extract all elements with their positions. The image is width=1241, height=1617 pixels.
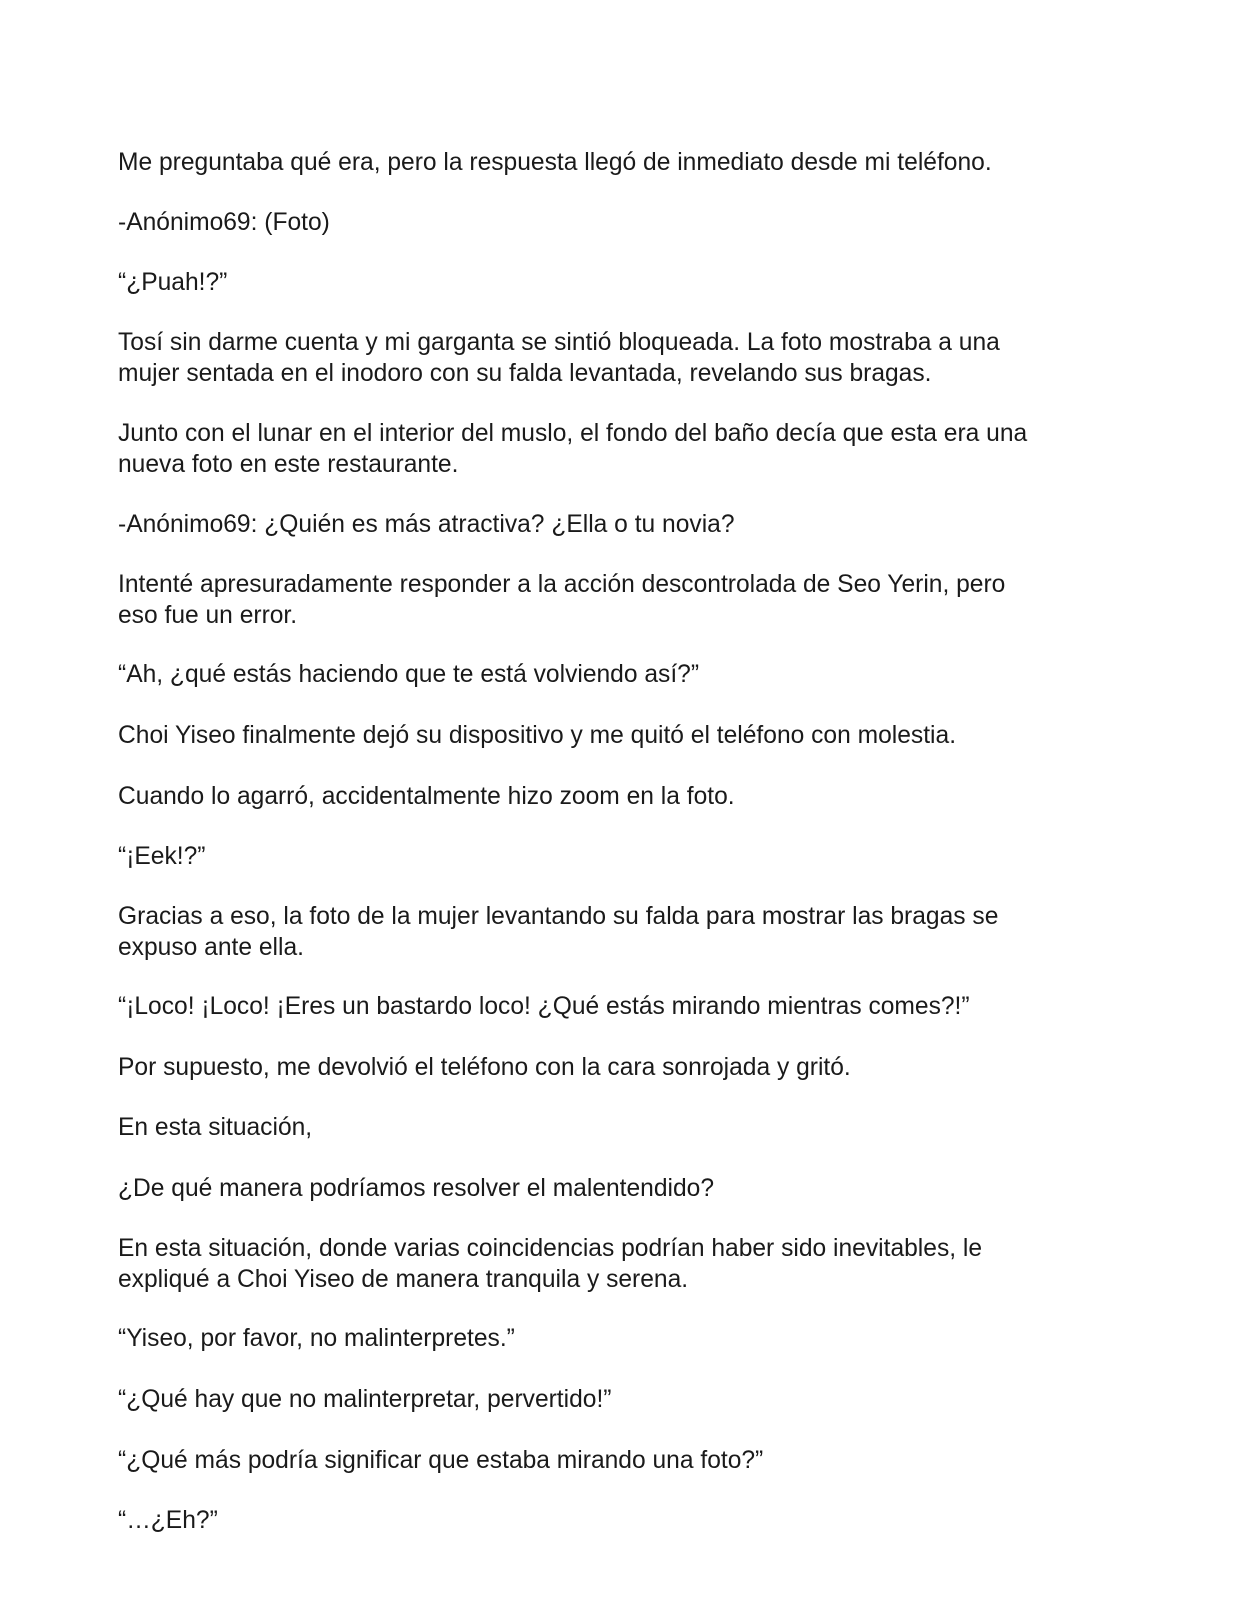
paragraph: En esta situación, xyxy=(118,1114,313,1141)
paragraph: En esta situación, donde varias coincidencias podrían haber sido inevitables, le expliqué a Choi Yiseo de manera tranquila y serena. xyxy=(118,1235,983,1293)
paragraph: Intenté apresuradamente responder a la acción descontrolada de Seo Yerin, pero eso fue un error. xyxy=(118,571,1006,629)
paragraph: “¿Qué hay que no malinterpretar, pervertido!” xyxy=(118,1386,612,1413)
paragraph: -Anónimo69: ¿Quién es más atractiva? ¿Ella o tu novia? xyxy=(118,511,735,538)
paragraph: -Anónimo69: (Foto) xyxy=(118,209,330,236)
paragraph: Cuando lo agarró, accidentalmente hizo zoom en la foto. xyxy=(118,783,735,810)
paragraph: Tosí sin darme cuenta y mi garganta se sintió bloqueada. La foto mostraba a una mujer sentada en el inodoro con su falda levantada, revelando sus bragas. xyxy=(118,329,1000,387)
paragraph: “¿Puah!?” xyxy=(118,269,228,296)
paragraph: “¡Loco! ¡Loco! ¡Eres un bastardo loco! ¿Qué estás mirando mientras comes?!” xyxy=(118,993,970,1020)
paragraph: Junto con el lunar en el interior del muslo, el fondo del baño decía que esta era una nueva foto en este restaurante. xyxy=(118,420,1028,478)
paragraph: “¡Eek!?” xyxy=(118,843,206,870)
paragraph: “¿Qué más podría significar que estaba mirando una foto?” xyxy=(118,1447,764,1474)
paragraph: Choi Yiseo finalmente dejó su dispositivo y me quitó el teléfono con molestia. xyxy=(118,722,957,749)
paragraph: Por supuesto, me devolvió el teléfono con la cara sonrojada y gritó. xyxy=(118,1054,851,1081)
paragraph: ¿De qué manera podríamos resolver el malentendido? xyxy=(118,1175,715,1202)
paragraph: Me preguntaba qué era, pero la respuesta llegó de inmediato desde mi teléfono. xyxy=(118,149,992,176)
paragraph: “Yiseo, por favor, no malinterpretes.” xyxy=(118,1325,515,1352)
paragraph: Gracias a eso, la foto de la mujer levantando su falda para mostrar las bragas se expuso ante ella. xyxy=(118,903,999,961)
paragraph: “…¿Eh?” xyxy=(118,1507,218,1534)
paragraph: “Ah, ¿qué estás haciendo que te está volviendo así?” xyxy=(118,661,700,688)
